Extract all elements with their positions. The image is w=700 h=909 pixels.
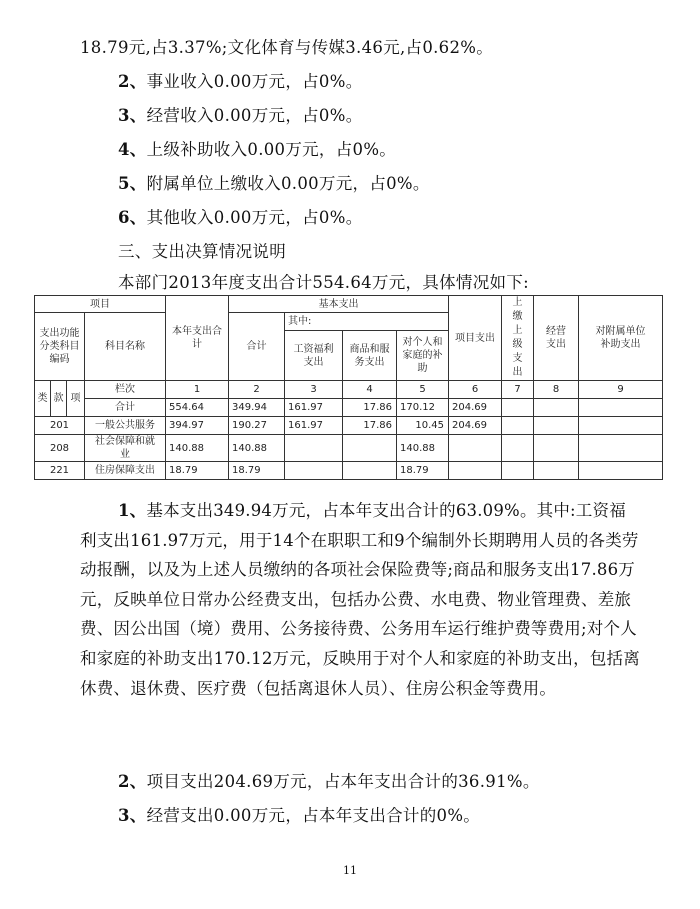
basic-expense-paragraph [80, 496, 640, 703]
header-individual: 对个人和家庭的补助 [397, 331, 449, 381]
table-header-row [35, 296, 663, 313]
col-number: 9 [579, 381, 663, 399]
cell-value: 161.97 [285, 417, 343, 435]
header-kuan: 款 [51, 381, 67, 417]
col-number: 3 [285, 381, 343, 399]
income-item-3 [118, 102, 363, 126]
header-wages: 工资福利支出 [285, 331, 343, 381]
item-text: 其他收入0.00万元，占0%。 [146, 208, 363, 227]
row-code: 201 [35, 417, 85, 435]
col-number: 8 [534, 381, 579, 399]
header-among: 其中: [285, 313, 449, 331]
cell-value: 140.88 [229, 435, 285, 462]
table-row [35, 417, 663, 435]
row-name: 住房保障支出 [85, 462, 166, 480]
header-upper: 上缴上级支出 [502, 296, 534, 381]
header-total: 合计 [229, 313, 285, 381]
item-number: 3、 [118, 106, 147, 125]
paragraph-number: 3、 [118, 806, 147, 825]
item-number: 4、 [118, 140, 147, 159]
income-item-6 [118, 204, 363, 228]
paragraph-number: 2、 [118, 772, 147, 791]
col-number: 6 [449, 381, 502, 399]
header-lei: 类 [35, 381, 51, 417]
item-number: 6、 [118, 208, 147, 227]
cell-value: 190.27 [229, 417, 285, 435]
cell-value: 18.79 [397, 462, 449, 480]
row-name: 一般公共服务 [85, 417, 166, 435]
income-item-4 [118, 136, 396, 160]
cell-value: 140.88 [166, 435, 229, 462]
item-text: 上级补助收入0.00万元，占0%。 [146, 140, 397, 159]
paragraph-number: 1、 [118, 501, 147, 520]
table-row-total [35, 399, 663, 417]
table-column-number-row [35, 381, 663, 399]
header-project: 项目 [35, 296, 166, 313]
income-item-2 [118, 68, 363, 92]
row-code: 208 [35, 435, 85, 462]
cell-value: 17.86 [343, 399, 397, 417]
header-project-exp: 项目支出 [449, 296, 502, 381]
item-number: 2、 [118, 72, 147, 91]
cell-value: 170.12 [397, 399, 449, 417]
cell-value: 204.69 [449, 417, 502, 435]
cell-value: 17.86 [343, 417, 397, 435]
col-number: 1 [166, 381, 229, 399]
table-row [35, 462, 663, 480]
header-total-year: 本年支出合计 [166, 296, 229, 381]
expense-table [34, 295, 663, 480]
cell-value: 140.88 [397, 435, 449, 462]
col-number: 4 [343, 381, 397, 399]
item-text: 经营收入0.00万元，占0%。 [146, 106, 363, 125]
paragraph-text: 基本支出349.94万元，占本年支出合计的63.09%。其中:工资福利支出161.97万元，用于14个在职职工和9个编制外长期聘用人员的各类劳动报酬，以及为上述人员缴纳的各项社会保险费等;商品和服务支出17.86万元，反映单位日常办公经费支出，包括办公费、水电费、物业管理费、差旅费、因公出国（境）费用、公务接待费、公务用车运行维护费等费用;对个人和家庭的补助支出170.12万元，反映用于对个人和家庭的补助支出，包括离休费、退休费、医疗费（包括离退休人员）、住房公积金等费用。 [80, 501, 640, 698]
row-name: 合计 [85, 399, 166, 417]
table-row [35, 435, 663, 462]
header-goods: 商品和服务支出 [343, 331, 397, 381]
col-number: 7 [502, 381, 534, 399]
cell-value: 204.69 [449, 399, 502, 417]
section-heading: 三、支出决算情况说明 [118, 242, 286, 261]
row-name: 社会保障和就业 [85, 435, 166, 462]
cell-value: 394.97 [166, 417, 229, 435]
header-code: 支出功能分类科目编码 [35, 313, 85, 381]
header-column: 栏次 [85, 381, 166, 399]
header-subject-name: 科目名称 [85, 313, 166, 381]
header-subsidiary: 对附属单位补助支出 [579, 296, 663, 381]
item-text: 附属单位上缴收入0.00万元，占0%。 [146, 174, 430, 193]
paragraph-text: 经营支出0.00万元，占本年支出合计的0%。 [146, 806, 481, 825]
paragraph-text: 项目支出204.69万元，占本年支出合计的36.91%。 [146, 772, 540, 791]
header-basic: 基本支出 [229, 296, 449, 313]
project-expense-line [118, 768, 540, 792]
row-code: 221 [35, 462, 85, 480]
col-number: 2 [229, 381, 285, 399]
expense-intro: 本部门2013年度支出合计554.64万元，具体情况如下: [118, 273, 529, 292]
cell-value: 161.97 [285, 399, 343, 417]
business-expense-line [118, 802, 480, 826]
col-number: 5 [397, 381, 449, 399]
item-text: 事业收入0.00万元，占0%。 [146, 72, 363, 91]
page-number: 11 [343, 864, 357, 877]
cell-value: 18.79 [166, 462, 229, 480]
cell-value: 349.94 [229, 399, 285, 417]
income-text-line: 18.79元,占3.37%;文化体育与传媒3.46元,占0.62%。 [80, 38, 494, 57]
header-business: 经营支出 [534, 296, 579, 381]
cell-value: 554.64 [166, 399, 229, 417]
item-number: 5、 [118, 174, 147, 193]
header-xiang: 项 [67, 381, 85, 417]
income-item-5 [118, 170, 430, 194]
cell-value: 10.45 [397, 417, 449, 435]
cell-value: 18.79 [229, 462, 285, 480]
